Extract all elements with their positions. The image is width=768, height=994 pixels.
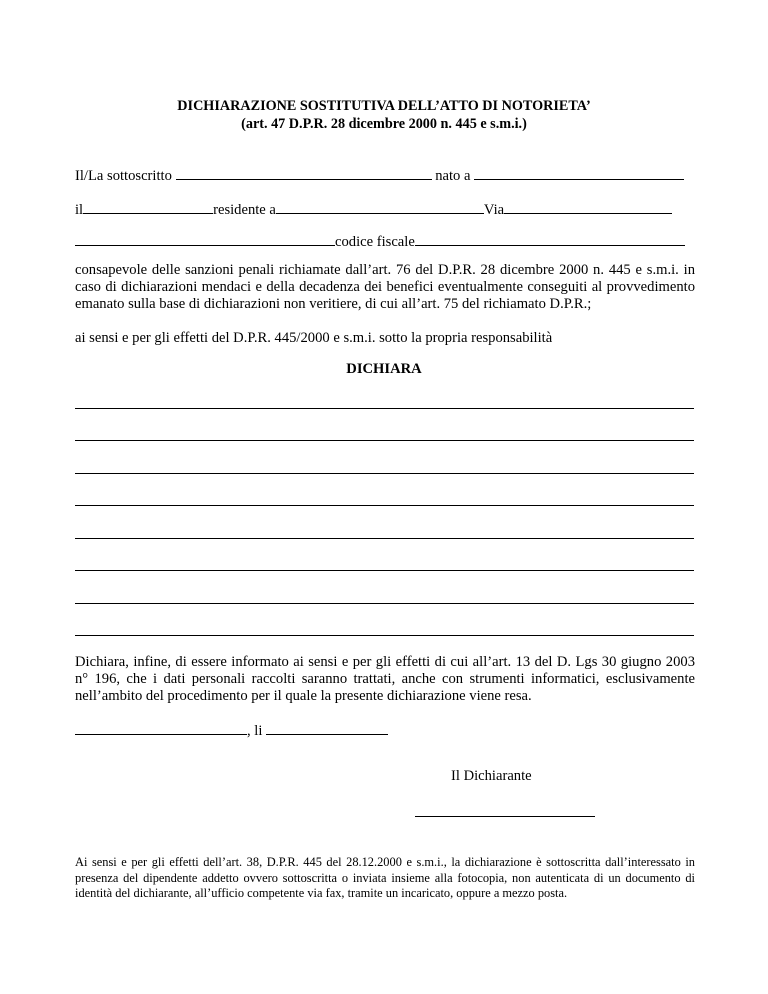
ai-sensi-paragraph: ai sensi e per gli effetti del D.P.R. 445/2000 e s.m.i. sotto la propria responsabilità [75,330,553,346]
codice-fiscale-label: codice fiscale [335,234,415,250]
declaration-line[interactable] [75,538,694,539]
via-field[interactable] [504,200,672,214]
form-line-fiscal [75,232,695,251]
signature-line[interactable] [415,816,595,817]
nato-label: nato a [435,168,471,184]
document-subtitle: (art. 47 D.P.R. 28 dicembre 2000 n. 445 e s.m.i.) [241,116,527,132]
declaration-line[interactable] [75,603,694,604]
declaration-line[interactable] [75,635,694,636]
document-title: DICHIARAZIONE SOSTITUTIVA DELL’ATTO DI NOTORIETA’ [177,98,591,114]
sottoscritto-label: Il/La sottoscritto [75,168,172,184]
footnote: Ai sensi e per gli effetti dell’art. 38, D.P.R. 445 del 28.12.2000 e s.m.i., la dichiarazione è sottoscritta dall’interessato in presenza del dipendente addetto ovvero sottoscritta o inviata insieme alla fotocopia, non autenticata di un documento di identità del dichiarante, all’ufficio competente via fax, tramite un incaricato, oppure a mezzo posta. [75,855,695,900]
residente-field[interactable] [276,200,484,214]
declaration-line[interactable] [75,473,694,474]
dichiarante-label: Il Dichiarante [451,768,532,784]
place-date-line [75,721,695,740]
declaration-line[interactable] [75,408,694,409]
declaration-line[interactable] [75,505,694,506]
privacy-paragraph: Dichiara, infine, di essere informato ai sensi e per gli effetti di cui all’art. 13 del D. Lgs 30 giugno 2003 n° 196, che i dati personali raccolti saranno trattati, anche con strumenti informatici, esclusivamente nell’ambito del procedimento per il quale la presente dichiarazione viene resa. [75,654,695,704]
sottoscritto-field[interactable] [176,166,432,180]
declaration-line[interactable] [75,440,694,441]
via-label: Via [483,202,505,218]
consapevole-paragraph: consapevole delle sanzioni penali richiamate dall’art. 76 del D.P.R. 28 dicembre 2000 n. 445 e s.m.i. in caso di dichiarazioni mendaci e della decadenza dei benefici eventualmente conseguiti al provvedimento emanato sulla base di dichiarazioni non veritiere, di cui all’art. 75 del richiamato D.P.R.; [75,262,695,312]
form-line-residence [75,200,695,219]
place-field[interactable] [75,721,247,735]
date-field[interactable] [266,721,388,735]
codice-fiscale-field[interactable] [415,232,685,246]
place-date-separator: , li [247,723,263,739]
dichiara-heading: DICHIARA [346,361,422,377]
nato-field[interactable] [474,166,684,180]
birth-date-field[interactable] [83,200,213,214]
il-label: il [75,202,84,218]
form-line-identity [75,166,695,185]
declaration-line[interactable] [75,570,694,571]
residente-label: residente a [213,202,276,218]
extra-field[interactable] [75,232,335,246]
